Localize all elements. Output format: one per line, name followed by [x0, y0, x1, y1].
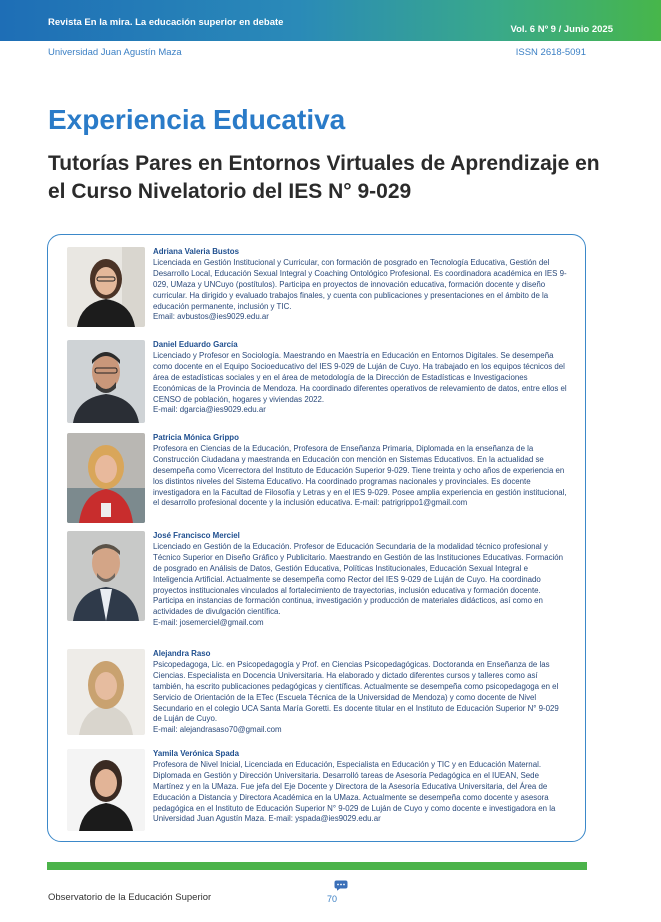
- author-photo: [67, 649, 145, 735]
- author-photo: [67, 749, 145, 831]
- author-email: E-mail: dgarcia@ies9029.edu.ar: [153, 405, 266, 415]
- issn-label: ISSN 2618-5091: [515, 47, 586, 58]
- author-bio: [153, 749, 567, 825]
- author-email: Email: avbustos@ies9029.edu.ar: [153, 312, 269, 322]
- author-description: Profesora de Nivel Inicial, Licenciada en Educación, Especialista en Educación y TIC y en Educación Maternal. Diplomada en Gestión y Dirección Universitaria. Desarrolló tareas de Asesoría Pedagógica en el IUEAN, Sede Martínez y en la UMaza. Fue jefa del Eje Docente y Directora de la Asesoría Educativa Universitaria, del Área de Educación a Distancia y Directora Académica en la UMaza. Actualmente se desempeña como docente y asesora pedagógica en el Instituto de Educación Superior N° 9-029 de Luján de Cuyo y como docente e investigadora en la Universidad Juan Agustín Maza. E-mail: yspada@ies9029.edu.ar: [153, 759, 556, 824]
- author-bio: [153, 247, 567, 323]
- author-bio: [153, 340, 567, 416]
- header-bar: [0, 0, 661, 41]
- author-bio: [153, 649, 567, 736]
- author-name: Daniel Eduardo García: [153, 340, 238, 349]
- author-description: Licenciada en Gestión Institucional y Curricular, con formación de posgrado en Tecnología Educativa, Gestión del Desarrollo Local, Educación Sexual Integral y Coaching Ontológico Profesional. Es coordinadora académica en IES 9-029, UMaza y UNCuyo (postítulos). Participa en proyectos de innovación educativa, formación docente y diseño curricular. Ha dirigido y evaluado trabajos finales, y cuenta con publicaciones y presentaciones en el ámbito de la educación permanente, inclusión y TIC.: [153, 257, 567, 311]
- author-name: José Francisco Merciel: [153, 531, 240, 540]
- author-bio: [153, 531, 567, 629]
- author-description: Psicopedagoga, Lic. en Psicopedagogía y Prof. en Ciencias Psicopedagógicas. Doctoranda en Enseñanza de las Ciencias. Especialista en Docencia Universitaria. Ha elaborado y dictado diferentes cursos y talleres como así también, ha escrito publicaciones pedagógicas y científicas. Actualmente se desempeña como psicopedagoga en el Servicio de Orientación de la ETec (Escuela Técnica de la Universidad de Mendoza) y como docente de Nivel Secundario en el colegio UCA Santa María Goretti. Es docente titular en el Instituto de Educación Superior N° 9-029 de Luján de Cuyo.: [153, 659, 559, 724]
- author-description: Profesora en Ciencias de la Educación, Profesora de Enseñanza Primaria, Diplomada en la enseñanza de la Construcción Ciudadana y maestranda en Educación con mención en Sistemas Educativos. En la actualidad se desempeña como Vicerrectora del Instituto de Educación Superior 9-029. Tiene treinta y ocho años de experiencia en los distintos niveles del Sistema Educativo. Ha coordinado programas nacionales y provinciales. Es docente investigadora en la Facultad de Filosofía y Letras y en el IES 9-029. Posee amplia experiencia en gestión institucional, el desarrollo profesional docente y la inclusión educativa. E-mail: patrigrippo1@gmail.com: [153, 443, 567, 508]
- author-description: Licenciado y Profesor en Sociología. Maestrando en Maestría en Educación en Entornos Digitales. Se desempeña como docente en el Equipo Socioeducativo del IES 9-029 de Luján de Cuyo. Ha trabajado en los equipos técnicos del área de estadísticas sociales y en el área de metodología de la Dirección de Estadísticas e Investigaciones Económicas de la Provincia de Mendoza. Ha coordinado diferentes operativos de relevamiento de datos, entre ellos el CENSO de población, hogares y viviendas 2022.: [153, 350, 567, 404]
- author-name: Yamila Verónica Spada: [153, 749, 239, 758]
- authors-box: [47, 234, 586, 842]
- issue-label: Vol. 6 Nº 9 / Junio 2025: [510, 24, 613, 35]
- author-photo: [67, 340, 145, 423]
- footer-divider: [47, 862, 587, 870]
- author-photo: [67, 247, 145, 327]
- author-photo: [67, 531, 145, 621]
- chat-bubble-icon: [334, 878, 348, 889]
- author-name: Patricia Mónica Grippo: [153, 433, 239, 442]
- author-email: E-mail: alejandrasaso70@gmail.com: [153, 725, 282, 735]
- article-title: Tutorías Pares en Entornos Virtuales de Aprendizaje en el Curso Nivelatorio del IES N° 9-029: [48, 152, 600, 203]
- author-photo: [67, 433, 145, 523]
- section-title: Experiencia Educativa: [48, 104, 346, 135]
- footer-observatorio: Observatorio de la Educación Superior: [48, 892, 212, 903]
- author-bio: [153, 433, 567, 509]
- university-label: Universidad Juan Agustín Maza: [48, 47, 182, 58]
- author-name: Alejandra Raso: [153, 649, 211, 658]
- author-email: E-mail: josemerciel@gmail.com: [153, 618, 264, 628]
- journal-title: Revista En la mira. La educación superior en debate: [48, 17, 284, 28]
- page-number: 70: [327, 894, 338, 904]
- author-description: Licenciado en Gestión de la Educación. Profesor de Educación Secundaria de la modalidad técnico profesional y Técnico Superior en Diseño Gráfico y Publicitario. Maestrando en Gestión de las Instituciones Educativas. Formación de posgrado en Análisis de Datos, Gestión Educativa, Políticas Institucionales, Educación Sexual Integral e Inteligencia Artificial. Actualmente se desempeña como Rector del IES 9-029 de Luján de Cuyo. Ha coordinado proyectos institucionales vinculados al fortalecimiento de trayectorias, inclusión educativa y formación docente. Participa en instancias de formación continua, investigación y producción de materiales didácticos, así como en actividades de divulgación científica.: [153, 541, 564, 617]
- author-name: Adriana Valeria Bustos: [153, 247, 239, 256]
